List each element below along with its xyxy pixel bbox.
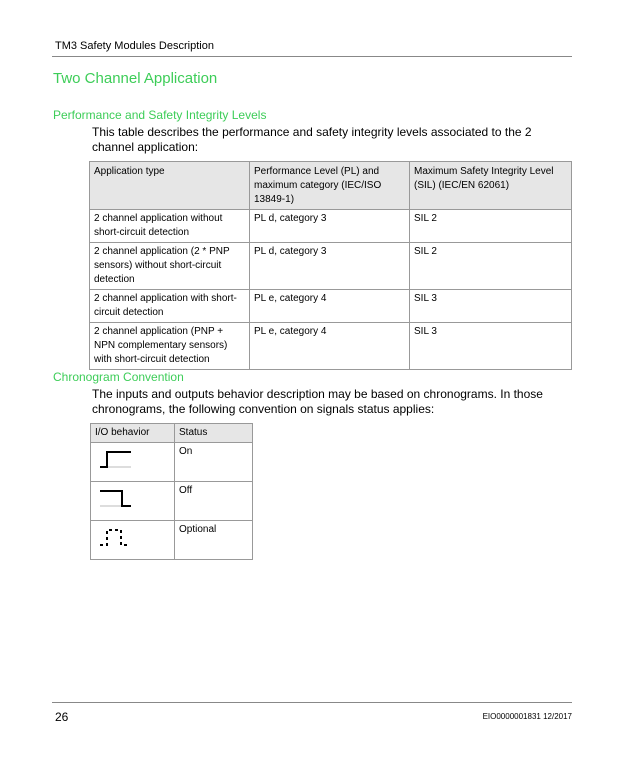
signal-optional-icon [95, 523, 135, 549]
footer-rule [52, 702, 572, 703]
column-header: Status [175, 424, 253, 443]
signal-on-icon [95, 445, 135, 471]
io-behavior-cell [91, 521, 175, 560]
table-cell: PL d, category 3 [250, 210, 410, 243]
status-cell: Off [175, 482, 253, 521]
header-rule [52, 56, 572, 57]
performance-intro: This table describes the performance and safety integrity levels associated to the 2 channel application: [92, 125, 532, 154]
table-row [90, 290, 572, 323]
table-cell: SIL 2 [410, 210, 572, 243]
table-cell: SIL 2 [410, 243, 572, 290]
signal-off-icon [95, 484, 135, 510]
column-header: Performance Level (PL) and maximum category (IEC/ISO 13849-1) [250, 162, 410, 210]
io-behavior-cell [91, 482, 175, 521]
table-cell: PL e, category 4 [250, 323, 410, 370]
chronogram-heading: Chronogram Convention [53, 370, 184, 384]
table-header-row [91, 424, 253, 443]
table-row [91, 482, 253, 521]
chronogram-intro: The inputs and outputs behavior description may be based on chronograms. In those chronograms, the following convention on signals status applies: [92, 387, 543, 416]
status-cell: On [175, 443, 253, 482]
chronogram-table [90, 423, 253, 560]
table-row [91, 521, 253, 560]
page-number: 26 [55, 710, 69, 724]
table-cell: SIL 3 [410, 290, 572, 323]
table-row [91, 443, 253, 482]
io-behavior-cell [91, 443, 175, 482]
table-cell: 2 channel application without short-circuit detection [90, 210, 250, 243]
performance-table [89, 161, 572, 370]
table-cell: PL d, category 3 [250, 243, 410, 290]
status-cell: Optional [175, 521, 253, 560]
document-reference: EIO0000001831 12/2017 [482, 712, 572, 721]
table-cell: SIL 3 [410, 323, 572, 370]
column-header: I/O behavior [91, 424, 175, 443]
column-header: Maximum Safety Integrity Level (SIL) (IEC/EN 62061) [410, 162, 572, 210]
running-header: TM3 Safety Modules Description [55, 40, 214, 52]
table-row [90, 243, 572, 290]
table-cell: 2 channel application with short-circuit detection [90, 290, 250, 323]
table-cell: 2 channel application (PNP + NPN complementary sensors) with short-circuit detection [90, 323, 250, 370]
table-cell: PL e, category 4 [250, 290, 410, 323]
table-header-row [90, 162, 572, 210]
performance-heading: Performance and Safety Integrity Levels [53, 108, 267, 122]
table-row [90, 323, 572, 370]
section-title: Two Channel Application [53, 70, 218, 87]
table-cell: 2 channel application (2 * PNP sensors) without short-circuit detection [90, 243, 250, 290]
table-row [90, 210, 572, 243]
column-header: Application type [90, 162, 250, 210]
